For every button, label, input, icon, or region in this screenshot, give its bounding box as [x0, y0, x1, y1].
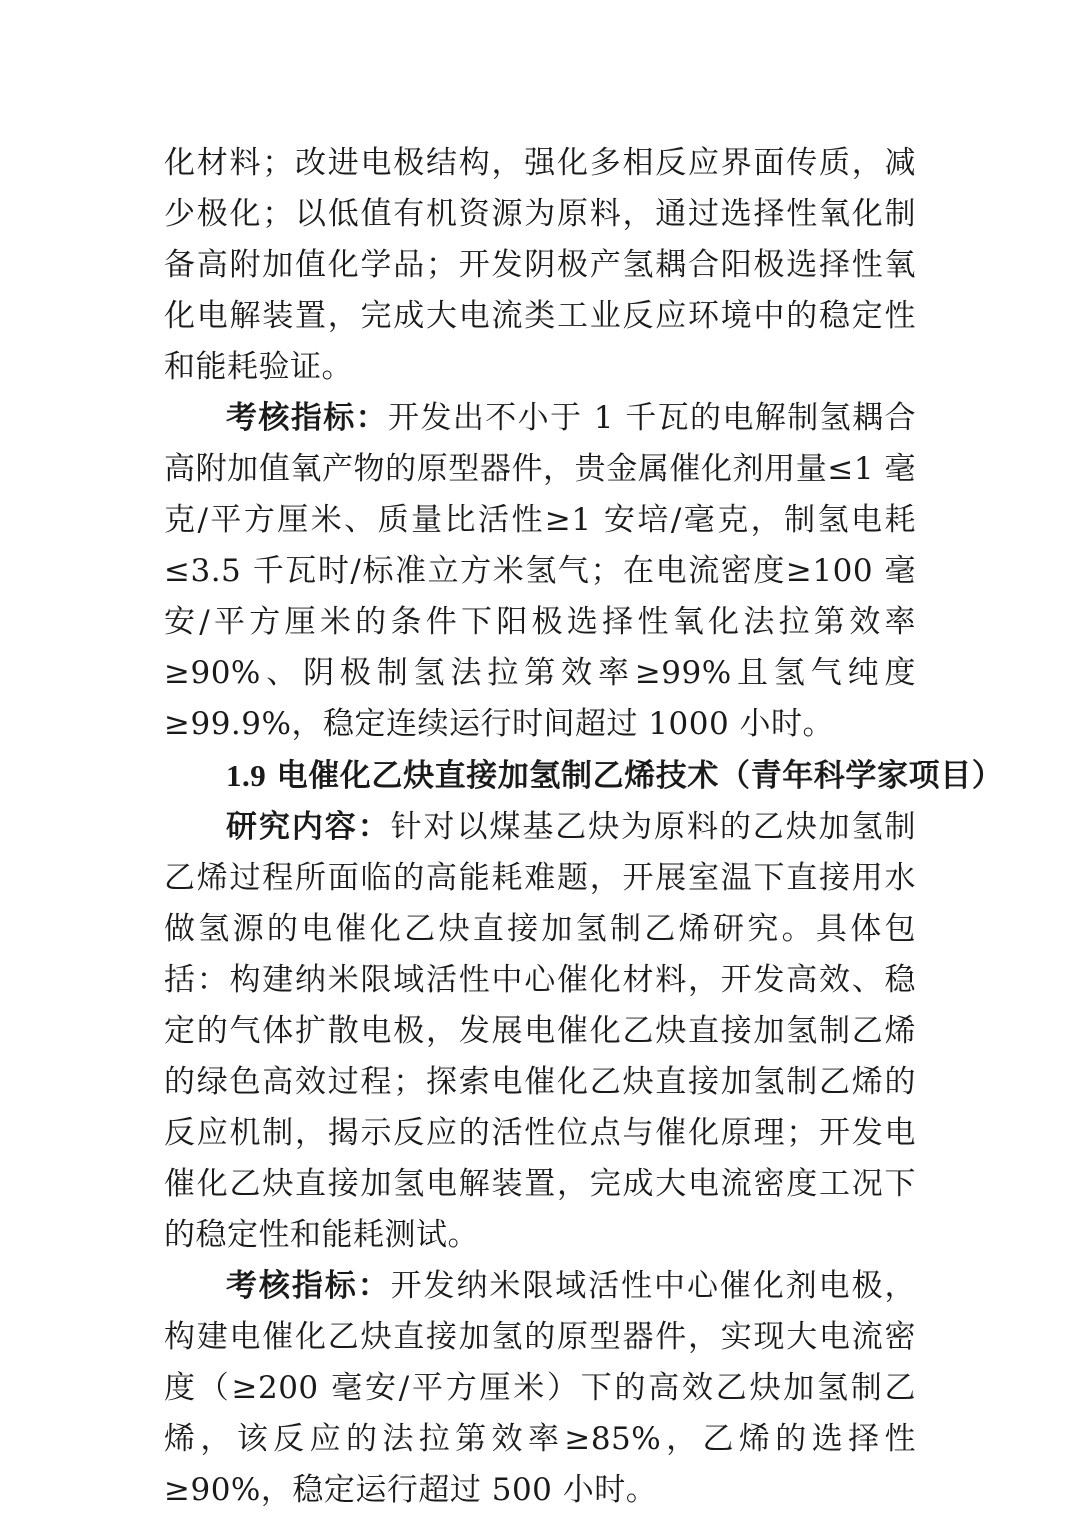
paragraph-assessment-indicators-2 — [164, 1261, 916, 1516]
paragraph-text: 针对以煤基乙炔为原料的乙炔加氢制乙烯过程所面临的高能耗难题，开展室温下直接用水做氢源的电催化乙炔直接加氢制乙烯研究。具体包括：构建纳米限域活性中心催化材料，开发高效、稳定的气体扩散电极，发展电催化乙炔直接加氢制乙烯的绿色高效过程；探索电催化乙炔直接加氢制乙烯的反应机制，揭示反应的活性位点与催化原理；开发电催化乙炔直接加氢电解装置，完成大电流密度工况下的稳定性和能耗测试。 — [164, 809, 916, 1253]
document-body — [164, 138, 1004, 1516]
paragraph-text: 开发出不小于 1 千瓦的电解制氢耦合高附加值氧产物的原型器件，贵金属催化剂用量≤1 毫克/平方厘米、质量比活性≥1 安培/毫克，制氢电耗≤3.5 千瓦时/标准立方米氢气；在电流密度≥100 毫安/平方厘米的条件下阳极选择性氧化法拉第效率≥90%、阴极制氢法拉第效率≥99%且氢气纯度≥99.9%，稳定连续运行时间超过 1000 小时。 — [164, 400, 917, 742]
paragraph-text: 化材料；改进电极结构，强化多相反应界面传质，减少极化；以低值有机资源为原料，通过选择性氧化制备高附加值化学品；开发阴极产氢耦合阳极选择性氧化电解装置，完成大电流类工业反应环境中的稳定性和能耗验证。 — [164, 145, 916, 385]
section-title: 电催化乙炔直接加氢制乙烯技术（青年科学家项目） — [276, 758, 1004, 794]
section-number: 1.9 — [226, 758, 267, 793]
research-content-label: 研究内容： — [226, 809, 391, 845]
paragraph-text: 开发纳米限域活性中心催化剂电极，构建电催化乙炔直接加氢的原型器件，实现大电流密度（≥200 毫安/平方厘米）下的高效乙炔加氢制乙烯，该反应的法拉第效率≥85%，乙烯的选择性≥90%，稳定运行超过 500 小时。 — [164, 1268, 916, 1508]
paragraph-continuation — [164, 138, 916, 393]
assessment-label: 考核指标： — [226, 1268, 391, 1304]
paragraph-assessment-indicators — [164, 393, 916, 750]
section-heading — [164, 750, 1004, 802]
assessment-label: 考核指标： — [226, 400, 389, 436]
paragraph-research-content — [164, 802, 916, 1261]
